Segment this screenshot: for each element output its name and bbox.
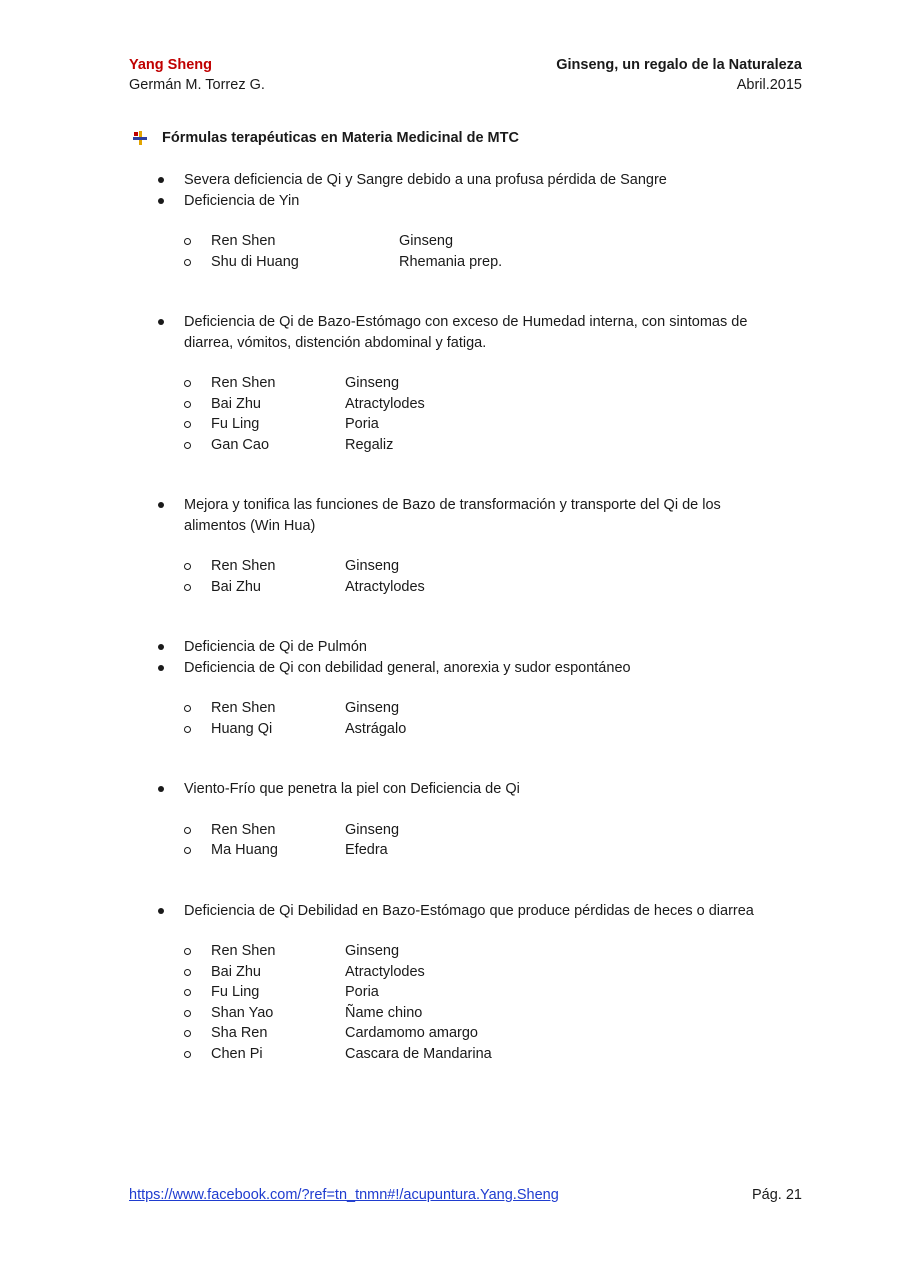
facebook-link[interactable]: https://www.facebook.com/?ref=tn_tnmn#!/acupuntura.Yang.Sheng	[129, 1187, 559, 1203]
section-heading	[133, 128, 802, 148]
herb-common-name: Ginseng	[345, 943, 400, 959]
herb-item	[129, 698, 802, 719]
herb-common-name: Atractylodes	[345, 395, 425, 412]
herb-common-name: Astrágalo	[345, 720, 407, 737]
indication-item	[129, 901, 802, 922]
bullet-dot-icon	[129, 901, 184, 922]
circle-bullet-icon	[129, 941, 211, 962]
circle-bullet-icon	[129, 840, 211, 861]
indication-text: Deficiencia de Qi con debilidad general, anorexia y sudor espontáneo	[184, 659, 631, 676]
circle-bullet-icon	[129, 414, 211, 435]
herb-pinyin: Chen Pi	[211, 1045, 263, 1062]
page-number: Pág. 21	[752, 1187, 802, 1203]
circle-bullet-icon	[129, 1044, 211, 1065]
herb-common-name: Ginseng	[345, 558, 400, 574]
document-date: Abril.2015	[736, 77, 802, 93]
page-header	[129, 55, 802, 95]
page-content	[129, 128, 802, 1104]
herb-common-name: Poria	[345, 984, 379, 1000]
bullet-dot-icon	[129, 191, 184, 212]
herb-pinyin: Shu di Huang	[211, 253, 299, 270]
formula-group	[129, 779, 802, 861]
herb-pinyin: Ren Shen	[211, 821, 276, 838]
herb-common-name: Regaliz	[345, 436, 394, 453]
indication-item	[129, 637, 802, 658]
herb-common-name: Atractylodes	[345, 578, 425, 595]
header-row-1	[129, 55, 802, 75]
herb-pinyin: Sha Ren	[211, 1025, 268, 1041]
herb-item	[129, 252, 802, 273]
herb-pinyin: Ma Huang	[211, 842, 278, 858]
herb-item	[129, 820, 802, 841]
herb-item	[129, 1044, 802, 1065]
herb-item	[129, 414, 802, 435]
author-name: Germán M. Torrez G.	[129, 77, 265, 93]
circle-bullet-icon	[129, 962, 211, 983]
herb-pinyin: Fu Ling	[211, 416, 260, 432]
circle-bullet-icon	[129, 373, 211, 394]
herb-common-name: Rhemania prep.	[399, 253, 503, 270]
indication-text: Deficiencia de Yin	[184, 192, 300, 209]
indication-text: Severa deficiencia de Qi y Sangre debido a una profusa pérdida de Sangre	[184, 172, 667, 188]
herb-pinyin: Bai Zhu	[211, 578, 261, 595]
circle-bullet-icon	[129, 1023, 211, 1044]
herb-common-name: Ginseng	[399, 233, 454, 249]
circle-bullet-icon	[129, 394, 211, 415]
bullet-dot-icon	[129, 495, 184, 516]
indication-item	[129, 779, 802, 800]
herb-common-name: Ginseng	[345, 700, 400, 716]
document-title: Ginseng, un regalo de la Naturaleza	[556, 57, 802, 73]
herb-list	[129, 231, 802, 272]
herb-item	[129, 373, 802, 394]
circle-bullet-icon	[129, 698, 211, 719]
circle-bullet-icon	[129, 556, 211, 577]
arrow-bullet-icon	[133, 131, 147, 145]
indication-text: Deficiencia de Qi de Pulmón	[184, 639, 367, 655]
herb-list	[129, 698, 802, 739]
circle-bullet-icon	[129, 820, 211, 841]
herb-item	[129, 556, 802, 577]
herb-pinyin: Ren Shen	[211, 700, 276, 716]
herb-common-name: Cascara de Mandarina	[345, 1045, 492, 1062]
bullet-dot-icon	[129, 779, 184, 800]
formula-group	[129, 637, 802, 739]
herb-item	[129, 577, 802, 598]
herb-common-name: Ñame chino	[345, 1004, 423, 1021]
herb-item	[129, 1003, 802, 1024]
indication-item	[129, 495, 802, 536]
herb-common-name: Efedra	[345, 842, 388, 858]
herb-pinyin: Fu Ling	[211, 984, 260, 1000]
herb-list	[129, 373, 802, 455]
herb-item	[129, 941, 802, 962]
brand-title: Yang Sheng	[129, 57, 212, 73]
herb-common-name: Ginseng	[345, 821, 400, 838]
herb-item	[129, 840, 802, 861]
herb-item	[129, 962, 802, 983]
circle-bullet-icon	[129, 982, 211, 1003]
indication-item	[129, 658, 802, 679]
circle-bullet-icon	[129, 719, 211, 740]
page-footer	[129, 1185, 802, 1206]
indication-item	[129, 312, 802, 353]
indication-text: Deficiencia de Qi Debilidad en Bazo-Estómago que produce pérdidas de heces o diarrea	[184, 902, 754, 919]
indication-item	[129, 170, 802, 191]
herb-pinyin: Shan Yao	[211, 1004, 274, 1021]
herb-pinyin: Bai Zhu	[211, 963, 261, 980]
herb-item	[129, 719, 802, 740]
circle-bullet-icon	[129, 577, 211, 598]
herb-item	[129, 231, 802, 252]
herb-item	[129, 1023, 802, 1044]
indication-text: Mejora y tonifica las funciones de Bazo de transformación y transporte del Qi de los alimentos (Win Hua)	[184, 497, 721, 534]
formula-group	[129, 901, 802, 1065]
herb-pinyin: Ren Shen	[211, 375, 276, 391]
indication-item	[129, 191, 802, 212]
herb-list	[129, 941, 802, 1064]
circle-bullet-icon	[129, 231, 211, 252]
herb-pinyin: Ren Shen	[211, 233, 276, 249]
herb-common-name: Cardamomo amargo	[345, 1025, 478, 1041]
header-row-2	[129, 75, 802, 95]
section-title: Fórmulas terapéuticas en Materia Medicinal de MTC	[162, 129, 519, 146]
herb-pinyin: Bai Zhu	[211, 395, 261, 412]
formula-list	[129, 170, 802, 1064]
indication-text: Deficiencia de Qi de Bazo-Estómago con exceso de Humedad interna, con sintomas de diarrea, vómitos, distención abdominal y fatiga.	[184, 314, 748, 351]
herb-list	[129, 820, 802, 861]
bullet-dot-icon	[129, 312, 184, 333]
herb-pinyin: Ren Shen	[211, 943, 276, 959]
herb-common-name: Poria	[345, 416, 379, 432]
herb-item	[129, 394, 802, 415]
herb-pinyin: Huang Qi	[211, 720, 273, 737]
bullet-dot-icon	[129, 170, 184, 191]
circle-bullet-icon	[129, 252, 211, 273]
formula-group	[129, 170, 802, 272]
herb-pinyin: Ren Shen	[211, 558, 276, 574]
herb-list	[129, 556, 802, 597]
formula-group	[129, 312, 802, 455]
bullet-dot-icon	[129, 658, 184, 679]
bullet-dot-icon	[129, 637, 184, 658]
herb-common-name: Atractylodes	[345, 963, 425, 980]
herb-item	[129, 435, 802, 456]
herb-item	[129, 982, 802, 1003]
formula-group	[129, 495, 802, 597]
indication-text: Viento-Frío que penetra la piel con Deficiencia de Qi	[184, 781, 520, 797]
herb-pinyin: Gan Cao	[211, 436, 270, 453]
circle-bullet-icon	[129, 1003, 211, 1024]
herb-common-name: Ginseng	[345, 375, 400, 391]
circle-bullet-icon	[129, 435, 211, 456]
